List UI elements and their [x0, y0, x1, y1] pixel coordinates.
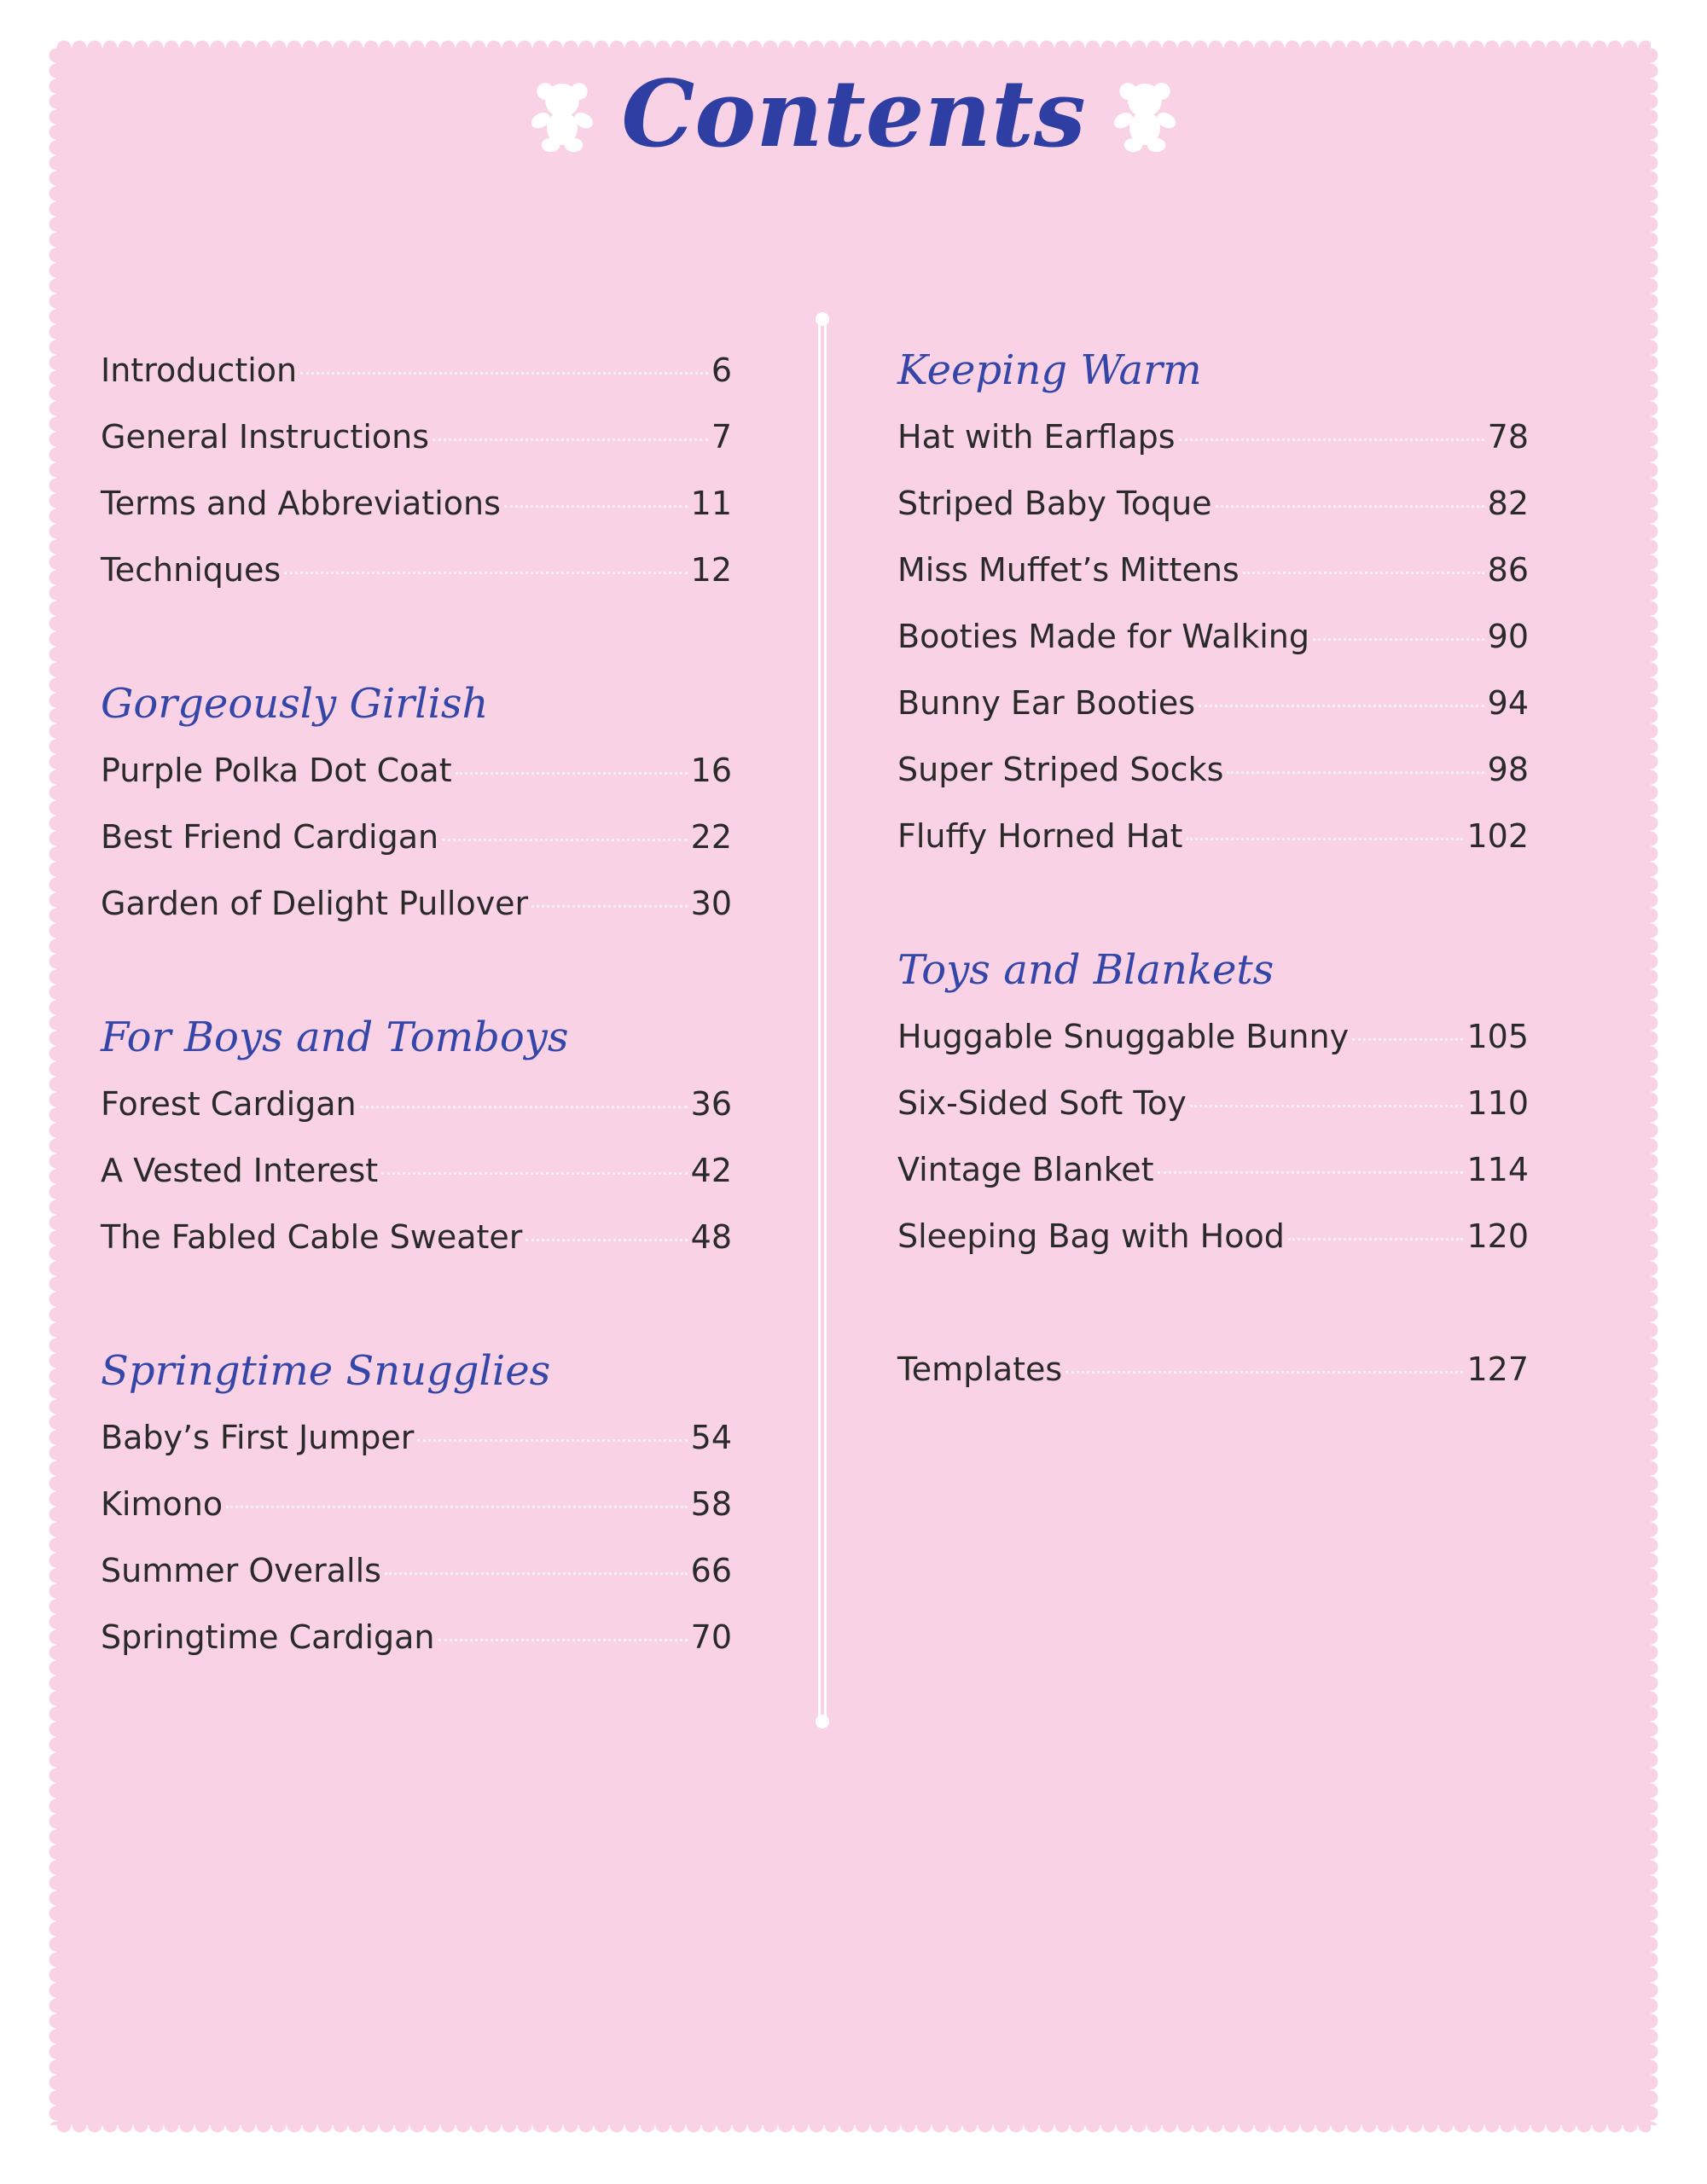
toc-page-number: 102	[1466, 817, 1529, 855]
toc-entry-title: Six-Sided Soft Toy	[897, 1084, 1187, 1122]
dot-leader	[1313, 638, 1484, 641]
dot-leader	[504, 505, 688, 508]
toc-entry[interactable]	[101, 804, 732, 870]
section-spacer	[101, 1270, 732, 1338]
toc-entry[interactable]	[897, 736, 1529, 803]
dot-leader	[1065, 1371, 1463, 1374]
title-bar	[0, 61, 1707, 168]
dot-leader	[417, 1439, 687, 1442]
toc-entry-title: A Vested Interest	[101, 1152, 379, 1189]
toc-entry[interactable]	[101, 870, 732, 937]
toc-page-number: 54	[690, 1419, 732, 1456]
toc-page-number: 86	[1487, 551, 1529, 589]
toc-entry[interactable]	[101, 404, 732, 470]
section-heading: For Boys and Tomboys	[101, 1014, 569, 1061]
dot-leader	[385, 1572, 688, 1575]
toc-entry[interactable]	[101, 1071, 732, 1137]
divider-line	[824, 322, 827, 1718]
toc-entry-title: Baby’s First Jumper	[101, 1419, 415, 1456]
toc-entry[interactable]	[897, 803, 1529, 869]
dot-leader	[531, 905, 687, 908]
toc-entry-title: Sleeping Bag with Hood	[897, 1217, 1285, 1255]
toc-page-number: 6	[711, 351, 732, 389]
toc-entry[interactable]	[897, 1136, 1529, 1203]
teddy-bear-icon	[524, 76, 601, 153]
section-spacer	[101, 603, 732, 671]
toc-page-number: 94	[1487, 684, 1529, 722]
toc-page-number: 58	[690, 1485, 732, 1523]
toc-entry[interactable]	[897, 1203, 1529, 1269]
toc-entry[interactable]	[101, 1537, 732, 1604]
toc-entry-title: Terms and Abbreviations	[101, 485, 501, 522]
toc-entry[interactable]	[101, 537, 732, 603]
dot-leader	[1216, 505, 1484, 508]
dot-leader	[284, 572, 688, 574]
dot-leader	[525, 1239, 687, 1241]
toc-entry-title: Kimono	[101, 1485, 224, 1523]
toc-entry-title: Vintage Blanket	[897, 1151, 1154, 1188]
divider-dot	[816, 1715, 829, 1728]
toc-left-column	[101, 337, 732, 1670]
toc-entry[interactable]	[897, 404, 1529, 470]
toc-entry-title: Super Striped Socks	[897, 751, 1224, 788]
section-spacer	[897, 1269, 1529, 1336]
toc-entry-title: Garden of Delight Pullover	[101, 885, 529, 922]
toc-entry-title: Huggable Snuggable Bunny	[897, 1018, 1350, 1055]
toc-page-number: 36	[690, 1085, 732, 1123]
dot-leader	[442, 839, 688, 841]
toc-entry[interactable]	[897, 1003, 1529, 1070]
dot-leader	[381, 1172, 687, 1175]
section-spacer	[101, 937, 732, 1004]
toc-entry[interactable]	[101, 1137, 732, 1204]
toc-page-number: 22	[690, 818, 732, 856]
toc-entry-title: Purple Polka Dot Coat	[101, 752, 452, 789]
column-divider	[812, 312, 833, 1728]
dot-leader	[1186, 838, 1463, 840]
scalloped-edge-top	[56, 40, 1651, 55]
toc-page-number: 98	[1487, 751, 1529, 788]
toc-entry-title: Techniques	[101, 551, 282, 589]
toc-entry[interactable]	[897, 1070, 1529, 1136]
toc-entry[interactable]	[897, 603, 1529, 670]
toc-entry-title: Springtime Cardigan	[101, 1618, 435, 1656]
dot-leader	[1227, 771, 1483, 774]
scalloped-edge-left	[49, 48, 64, 2125]
toc-entry-title: Fluffy Horned Hat	[897, 817, 1183, 855]
toc-page-number: 42	[690, 1152, 732, 1189]
toc-entry[interactable]	[897, 537, 1529, 603]
toc-page-number: 78	[1487, 418, 1529, 456]
section-heading: Toys and Blankets	[897, 946, 1274, 994]
toc-entry-title: Templates	[897, 1350, 1063, 1388]
toc-entry[interactable]	[897, 670, 1529, 736]
section-heading: Gorgeously Girlish	[101, 680, 489, 728]
toc-page-number: 114	[1466, 1151, 1529, 1188]
section-heading: Keeping Warm	[897, 346, 1202, 394]
toc-entry-title: General Instructions	[101, 418, 430, 456]
toc-page-number: 16	[690, 752, 732, 789]
dot-leader	[1288, 1238, 1464, 1240]
dot-leader	[300, 372, 708, 375]
dot-leader	[1352, 1038, 1463, 1041]
toc-entry-title: Best Friend Cardigan	[101, 818, 439, 856]
divider-line	[818, 322, 821, 1718]
toc-entry[interactable]	[897, 470, 1529, 537]
toc-entry-title: Miss Muffet’s Mittens	[897, 551, 1240, 589]
toc-page-number: 66	[690, 1552, 732, 1589]
toc-entry[interactable]	[101, 737, 732, 804]
page-title: Contents	[621, 61, 1086, 168]
toc-entry-title: Forest Cardigan	[101, 1085, 357, 1123]
toc-entry-title: Booties Made for Walking	[897, 618, 1310, 655]
toc-entry-title: Bunny Ear Booties	[897, 684, 1196, 722]
toc-entry[interactable]	[101, 1471, 732, 1537]
toc-entry-title: Hat with Earflaps	[897, 418, 1176, 456]
dot-leader	[433, 439, 708, 441]
dot-leader	[438, 1639, 688, 1641]
toc-entry[interactable]	[101, 470, 732, 537]
toc-page-number: 110	[1466, 1084, 1529, 1122]
toc-entry[interactable]	[101, 337, 732, 404]
toc-entry-title: Summer Overalls	[101, 1552, 381, 1589]
toc-entry[interactable]	[101, 1604, 732, 1670]
toc-entry-title: The Fabled Cable Sweater	[101, 1218, 523, 1256]
toc-entry-title: Introduction	[101, 351, 298, 389]
dot-leader	[1190, 1105, 1464, 1107]
toc-page-number: 7	[711, 418, 732, 456]
toc-page-number: 30	[690, 885, 732, 922]
toc-page-number: 12	[690, 551, 732, 589]
dot-leader	[1199, 705, 1484, 707]
toc-page-number: 48	[690, 1218, 732, 1256]
dot-leader	[456, 772, 688, 775]
toc-page-number: 70	[690, 1618, 732, 1656]
dot-leader	[360, 1106, 688, 1108]
dot-leader	[226, 1506, 688, 1508]
dot-leader	[1243, 572, 1484, 574]
toc-page-number: 82	[1487, 485, 1529, 522]
teddy-bear-icon	[1106, 76, 1183, 153]
toc-page-number: 120	[1466, 1217, 1529, 1255]
section-spacer	[897, 869, 1529, 937]
dot-leader	[1158, 1171, 1464, 1174]
toc-page-number: 105	[1466, 1018, 1529, 1055]
dot-leader	[1179, 439, 1484, 441]
toc-entry[interactable]	[101, 1404, 732, 1471]
toc-page-number: 11	[690, 485, 732, 522]
section-heading: Springtime Snugglies	[101, 1347, 551, 1395]
scalloped-edge-bottom	[56, 2117, 1651, 2133]
toc-page-number: 90	[1487, 618, 1529, 655]
toc-right-column	[897, 337, 1529, 1403]
toc-page-number: 127	[1466, 1350, 1529, 1388]
toc-entry[interactable]	[101, 1204, 732, 1270]
toc-entry[interactable]	[897, 1336, 1529, 1403]
scalloped-edge-right	[1643, 48, 1658, 2125]
toc-entry-title: Striped Baby Toque	[897, 485, 1212, 522]
